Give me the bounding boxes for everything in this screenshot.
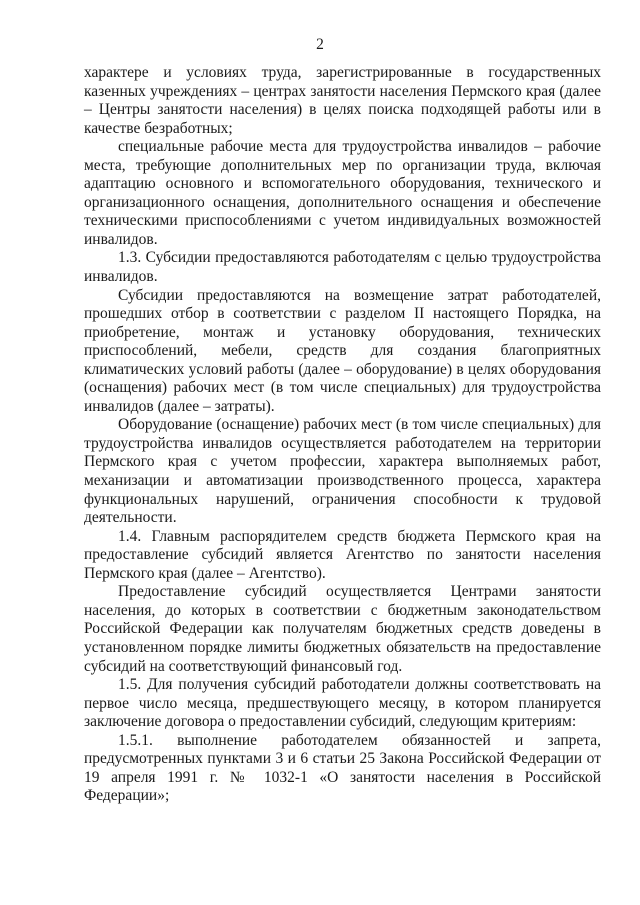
paragraph-provision: Предоставление субсидий осуществляется Центрами занятости населения, до которых в соответствии с бюджетным законодательством Российской Федерации как получателям бюджетных средств доведены в установленном порядке лимиты бюджетных обязательств на предоставление субсидий на соответствующий финансовый год.: [84, 583, 601, 675]
paragraph-clause-1-4: 1.4. Главным распорядителем средств бюджета Пермского края на предоставление субсидий является Агентство по занятости населения Пермского края (далее – Агентство).: [84, 527, 601, 582]
paragraph-subsidies-purpose: Субсидии предоставляются на возмещение затрат работодателей, прошедших отбор в соответствии с разделом II настоящего Порядка, на приобретение, монтаж и установку оборудования, технических приспособлений, мебели, средств для создания благоприятных климатических условий работы (далее – оборудование) в целях оборудования (оснащения) рабочих мест (в том числе специальных) для трудоустройства инвалидов (далее – затраты).: [84, 286, 601, 415]
paragraph-clause-1-5: 1.5. Для получения субсидий работодатели должны соответствовать на первое число месяца, предшествующего месяцу, в котором планируется заключение договора о предоставлении субсидий, следующим критериям:: [84, 676, 601, 731]
paragraph-clause-1-3: 1.3. Субсидии предоставляются работодателям с целью трудоустройства инвалидов.: [84, 249, 601, 286]
paragraph-continuation: характере и условиях труда, зарегистрированные в государственных казенных учреждениях – центрах занятости населения Пермского края (далее – Центры занятости населения) в целях поиска подходящей работы или в качестве безработных;: [84, 64, 601, 137]
paragraph-equipment: Оборудование (оснащение) рабочих мест (в том числе специальных) для трудоустройства инвалидов осуществляется работодателем на территории Пермского края с учетом профессии, характера выполняемых работ, механизации и автоматизации производственного процесса, характера функциональных нарушений, ограничения способности к трудовой деятельности.: [84, 416, 601, 527]
paragraph-clause-1-5-1: 1.5.1. выполнение работодателем обязанностей и запрета, предусмотренных пунктами 3 и 6 статьи 25 Закона Российской Федерации от 19 апреля 1991 г. № 1032-1 «О занятости населения в Российской Федерации»;: [84, 731, 601, 805]
page-number: 2: [316, 36, 324, 53]
paragraph-special-workplaces: специальные рабочие места для трудоустройства инвалидов – рабочие места, требующие дополнительных мер по организации труда, включая адаптацию основного и вспомогательного оборудования, технического и организационного оснащения, дополнительного оснащения и обеспечение техническими приспособлениями с учетом индивидуальных возможностей инвалидов.: [84, 138, 601, 248]
document-body: [84, 64, 601, 806]
